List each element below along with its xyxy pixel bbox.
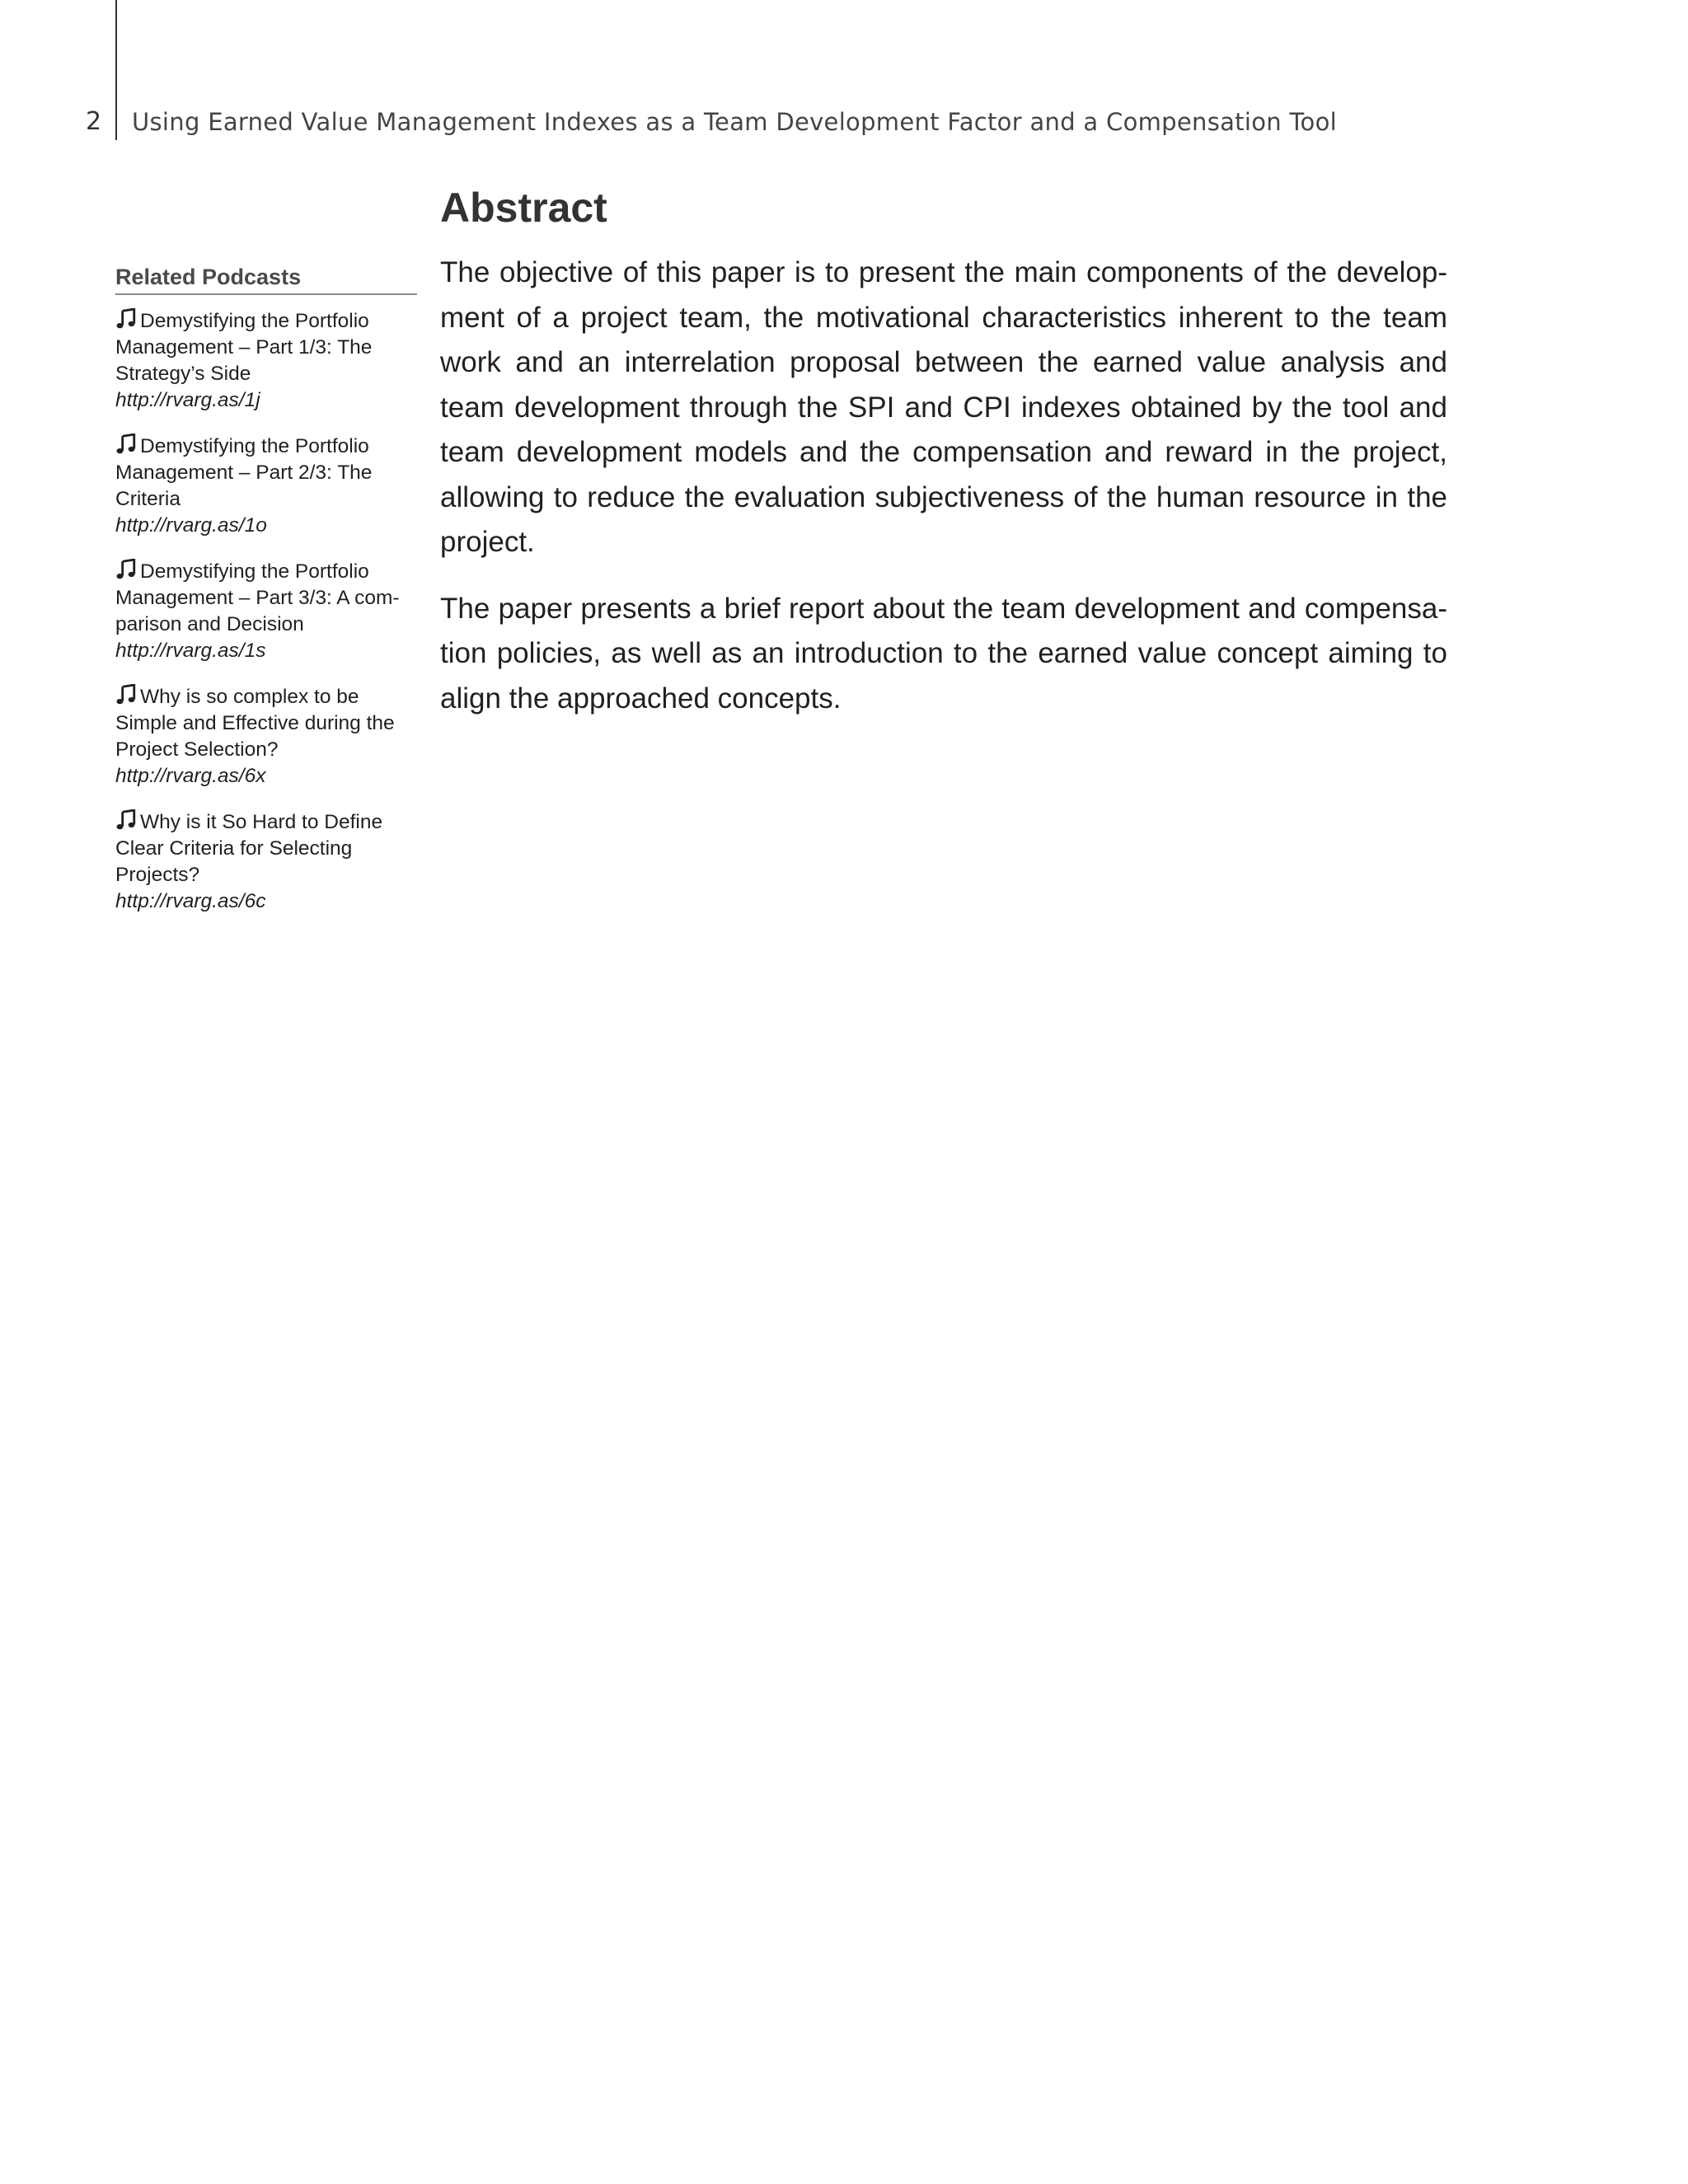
podcast-link[interactable]: http://rvarg.as/6x xyxy=(115,765,266,787)
related-podcasts-sidebar xyxy=(115,262,417,935)
podcast-item xyxy=(115,809,417,915)
music-note-icon xyxy=(115,434,137,455)
podcast-title-text: Demystifying the Portfolio Management – Part 1/3: The Strategy’s Side xyxy=(115,310,373,385)
podcast-title-text: Demystifying the Portfolio Management – Part 3/3: A comparison and Decision xyxy=(115,560,400,635)
podcast-title[interactable] xyxy=(115,809,417,888)
podcast-title-text: Why is it So Hard to Define Clear Criteria for Selecting Projects? xyxy=(115,811,383,886)
podcast-item xyxy=(115,308,417,414)
podcast-title-text: Why is so complex to be Simple and Effective during the Project Selection? xyxy=(115,686,395,761)
abstract-paragraph: The objective of this paper is to present the main components of the development of a project team, the motivational characteristics inherent to the team work and an interrelation proposal between the earned value analysis and team development through the SPI and CPI indexes obtained by the tool and team development models and the compensation and reward in the project, allowing to reduce the evaluation subjectiveness of the human resource in the project. xyxy=(440,256,1447,558)
podcast-title[interactable] xyxy=(115,559,417,638)
header-divider xyxy=(115,0,117,140)
main-column xyxy=(440,181,1447,743)
podcast-link[interactable]: http://rvarg.as/6c xyxy=(115,890,266,912)
music-note-icon xyxy=(115,684,137,705)
sidebar-title: Related Podcasts xyxy=(115,262,417,295)
music-note-icon xyxy=(115,559,137,580)
podcast-link[interactable]: http://rvarg.as/1s xyxy=(115,640,266,662)
music-note-icon xyxy=(115,809,137,831)
running-title: Using Earned Value Management Indexes as a Team Development Factor and a Compensation Tool xyxy=(132,108,1337,136)
music-note-icon xyxy=(115,308,137,330)
podcast-link[interactable]: http://rvarg.as/1o xyxy=(115,514,267,537)
abstract-paragraph: The paper presents a brief report about the team development and compensation policies, as well as an introduction to the earned value concept aiming to align the approached concepts. xyxy=(440,592,1447,715)
podcast-title-text: Demystifying the Portfolio Management – Part 2/3: The Criteria xyxy=(115,435,373,510)
podcast-item xyxy=(115,684,417,790)
podcast-title[interactable] xyxy=(115,434,417,513)
podcast-title[interactable] xyxy=(115,684,417,763)
podcast-link[interactable]: http://rvarg.as/1j xyxy=(115,389,260,411)
podcast-item xyxy=(115,559,417,664)
podcast-title[interactable] xyxy=(115,308,417,387)
podcast-item xyxy=(115,434,417,539)
page-number: 2 xyxy=(86,107,102,136)
abstract-heading: Abstract xyxy=(440,185,607,231)
